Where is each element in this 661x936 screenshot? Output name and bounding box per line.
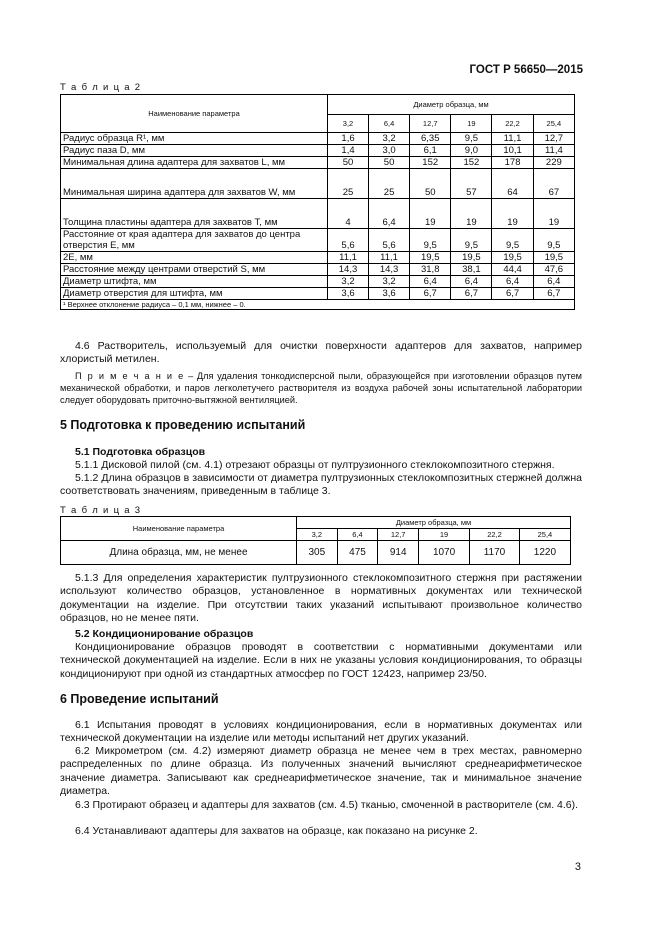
table-row [61,169,575,199]
cell-value: 9,5 [451,133,492,145]
table2-footnote: ¹ Верхнее отклонение радиуса – 0,1 мм, нижнее – 0. [61,300,575,310]
cell-value: 19 [451,199,492,229]
para-5-2: Кондиционирование образцов проводят в соответствии с нормативными документами или технической документацией на изделие. Если в них не указаны условия кондиционирования, то образцы кондиционируют при одной из стандартных атмосфер по ГОСТ 12423, например 23/50. [60,641,582,680]
row-name: Расстояние между центрами отверстий S, мм [61,264,328,276]
cell-value: 44,4 [492,264,533,276]
table-3 [60,516,571,565]
cell-value: 14,3 [369,264,410,276]
cell-value: 19 [492,199,533,229]
cell-value: 6,7 [451,288,492,300]
cell-value: 914 [378,541,419,565]
param-header: Наименование параметра [61,95,328,133]
cell-value: 11,1 [369,252,410,264]
cell-value: 50 [369,157,410,169]
cell-value: 6,1 [410,145,451,157]
diameter-col-header: 6,4 [369,115,410,133]
cell-value: 19,5 [410,252,451,264]
diameter-col-header: 12,7 [378,529,419,541]
cell-value: 9,0 [451,145,492,157]
param-header: Наименование параметра [61,517,297,541]
cell-value: 9,5 [410,229,451,252]
note-label: П р и м е ч а н и е [75,371,185,381]
row-name: Диаметр штифта, мм [61,276,328,288]
cell-value: 3,0 [369,145,410,157]
para-5-1-2: 5.1.2 Длина образцов в зависимости от диаметра пултрузионных стеклокомпозитных стержней должна соответствовать значениям, приведенным в таблице 3. [60,472,582,498]
table3-caption: Т а б л и ц а 3 [60,505,142,516]
cell-value: 6,7 [492,288,533,300]
cell-value: 19,5 [451,252,492,264]
diameter-col-header: 25,4 [519,529,570,541]
row-name: Диаметр отверстия для штифта, мм [61,288,328,300]
table-row [61,229,575,252]
cell-value: 50 [410,169,451,199]
row-name: Минимальная ширина адаптера для захватов W, мм [61,169,328,199]
cell-value: 3,6 [328,288,369,300]
cell-value: 305 [297,541,338,565]
row-name: Радиус образца R¹, мм [61,133,328,145]
cell-value: 50 [328,157,369,169]
cell-value: 6,7 [410,288,451,300]
table-row [61,199,575,229]
cell-value: 1220 [519,541,570,565]
cell-value: 25 [369,169,410,199]
cell-value: 19 [533,199,574,229]
para-5-1-3: 5.1.3 Для определения характеристик пултрузионного стеклокомпозитного стержня при растяжении используют количество образцов, установленное в нормативных документах или технической документации на изделие. При отсутствии таких указаний испытывают произвольное количество образцов, но не менее пяти. [60,572,582,625]
diameter-col-header: 19 [451,115,492,133]
table-row [61,157,575,169]
row-name: Расстояние от края адаптера для захватов до центра отверстия E, мм [61,229,328,252]
diameter-col-header: 6,4 [337,529,378,541]
table-2 [60,94,575,310]
diameter-header: Диаметр образца, мм [297,517,571,529]
cell-value: 5,6 [328,229,369,252]
table-row [61,133,575,145]
para-4-6: 4.6 Растворитель, используемый для очистки поверхности адаптеров для захватов, например хлористый метилен. [60,340,582,366]
cell-value: 19 [410,199,451,229]
cell-value: 152 [410,157,451,169]
cell-value: 6,4 [369,199,410,229]
row-name: Минимальная длина адаптера для захватов L, мм [61,157,328,169]
note-text: – Для удаления тонкодисперсной пыли, образующейся при изготовлении образцов путем механической обработки, и паров легколетучего растворителя из воздуха рабочей зоны испытательной лаборатории следует оборудовать приточно-вытяжной вентиляцией. [60,371,582,406]
row-name: 2E, мм [61,252,328,264]
table-row [61,145,575,157]
cell-value: 6,4 [533,276,574,288]
section-5-1-heading: 5.1 Подготовка образцов [75,446,206,458]
cell-value: 64 [492,169,533,199]
cell-value: 475 [337,541,378,565]
table-row [61,276,575,288]
standard-header: ГОСТ Р 56650—2015 [469,64,583,76]
cell-value: 25 [328,169,369,199]
cell-value: 6,35 [410,133,451,145]
row-name: Толщина пластины адаптера для захватов T, мм [61,199,328,229]
row-name: Радиус паза D, мм [61,145,328,157]
cell-value: 6,7 [533,288,574,300]
note [60,370,582,407]
cell-value: 152 [451,157,492,169]
section-5-heading: 5 Подготовка к проведению испытаний [60,418,306,432]
section-5-2-heading: 5.2 Кондиционирование образцов [75,628,254,640]
cell-value: 1170 [470,541,520,565]
cell-value: 57 [451,169,492,199]
cell-value: 1,4 [328,145,369,157]
cell-value: 9,5 [533,229,574,252]
cell-value: 1070 [419,541,470,565]
table2-caption: Т а б л и ц а 2 [60,82,142,93]
cell-value: 6,4 [492,276,533,288]
cell-value: 5,6 [369,229,410,252]
cell-value: 3,6 [369,288,410,300]
page-number: 3 [574,861,581,873]
cell-value: 10,1 [492,145,533,157]
cell-value: 1,6 [328,133,369,145]
table-row [61,264,575,276]
cell-value: 47,6 [533,264,574,276]
para-6-2: 6.2 Микрометром (см. 4.2) измеряют диаметр образца не менее чем в трех местах, равномерно распределенных по длине образца. Из полученных значений вычисляют среднеарифметическое значение диаметра. Записывают как среднеарифметическое значение, так и минимальное значение диаметра. [60,745,582,798]
cell-value: 178 [492,157,533,169]
cell-value: 11,4 [533,145,574,157]
diameter-col-header: 25,4 [533,115,574,133]
cell-value: 9,5 [492,229,533,252]
cell-value: 67 [533,169,574,199]
diameter-col-header: 3,2 [328,115,369,133]
cell-value: 19,5 [533,252,574,264]
para-5-1-1: 5.1.1 Дисковой пилой (см. 4.1) отрезают образцы от пултрузионного стеклокомпозитного стержня. [75,459,555,471]
cell-value: 3,2 [328,276,369,288]
cell-value: 229 [533,157,574,169]
cell-value: 9,5 [451,229,492,252]
row-name: Длина образца, мм, не менее [61,541,297,565]
cell-value: 4 [328,199,369,229]
diameter-col-header: 22,2 [492,115,533,133]
para-6-3: 6.3 Протирают образец и адаптеры для захватов (см. 4.5) тканью, смоченной в растворителе (см. 4.6). [75,799,579,811]
cell-value: 6,4 [410,276,451,288]
cell-value: 19,5 [492,252,533,264]
cell-value: 14,3 [328,264,369,276]
para-6-4: 6.4 Устанавливают адаптеры для захватов на образце, как показано на рисунке 2. [75,825,478,837]
table-row [61,288,575,300]
diameter-col-header: 12,7 [410,115,451,133]
section-6-heading: 6 Проведение испытаний [60,692,219,706]
cell-value: 12,7 [533,133,574,145]
para-6-1: 6.1 Испытания проводят в условиях кондиционирования, если в нормативных документах или технической документации на изделие или методы испытаний нет других указаний. [60,719,582,745]
cell-value: 3,2 [369,133,410,145]
cell-value: 3,2 [369,276,410,288]
table-row [61,252,575,264]
diameter-col-header: 22,2 [470,529,520,541]
diameter-col-header: 19 [419,529,470,541]
cell-value: 6,4 [451,276,492,288]
cell-value: 38,1 [451,264,492,276]
diameter-header: Диаметр образца, мм [328,95,575,115]
cell-value: 11,1 [492,133,533,145]
cell-value: 11,1 [328,252,369,264]
diameter-col-header: 3,2 [297,529,338,541]
cell-value: 31,8 [410,264,451,276]
